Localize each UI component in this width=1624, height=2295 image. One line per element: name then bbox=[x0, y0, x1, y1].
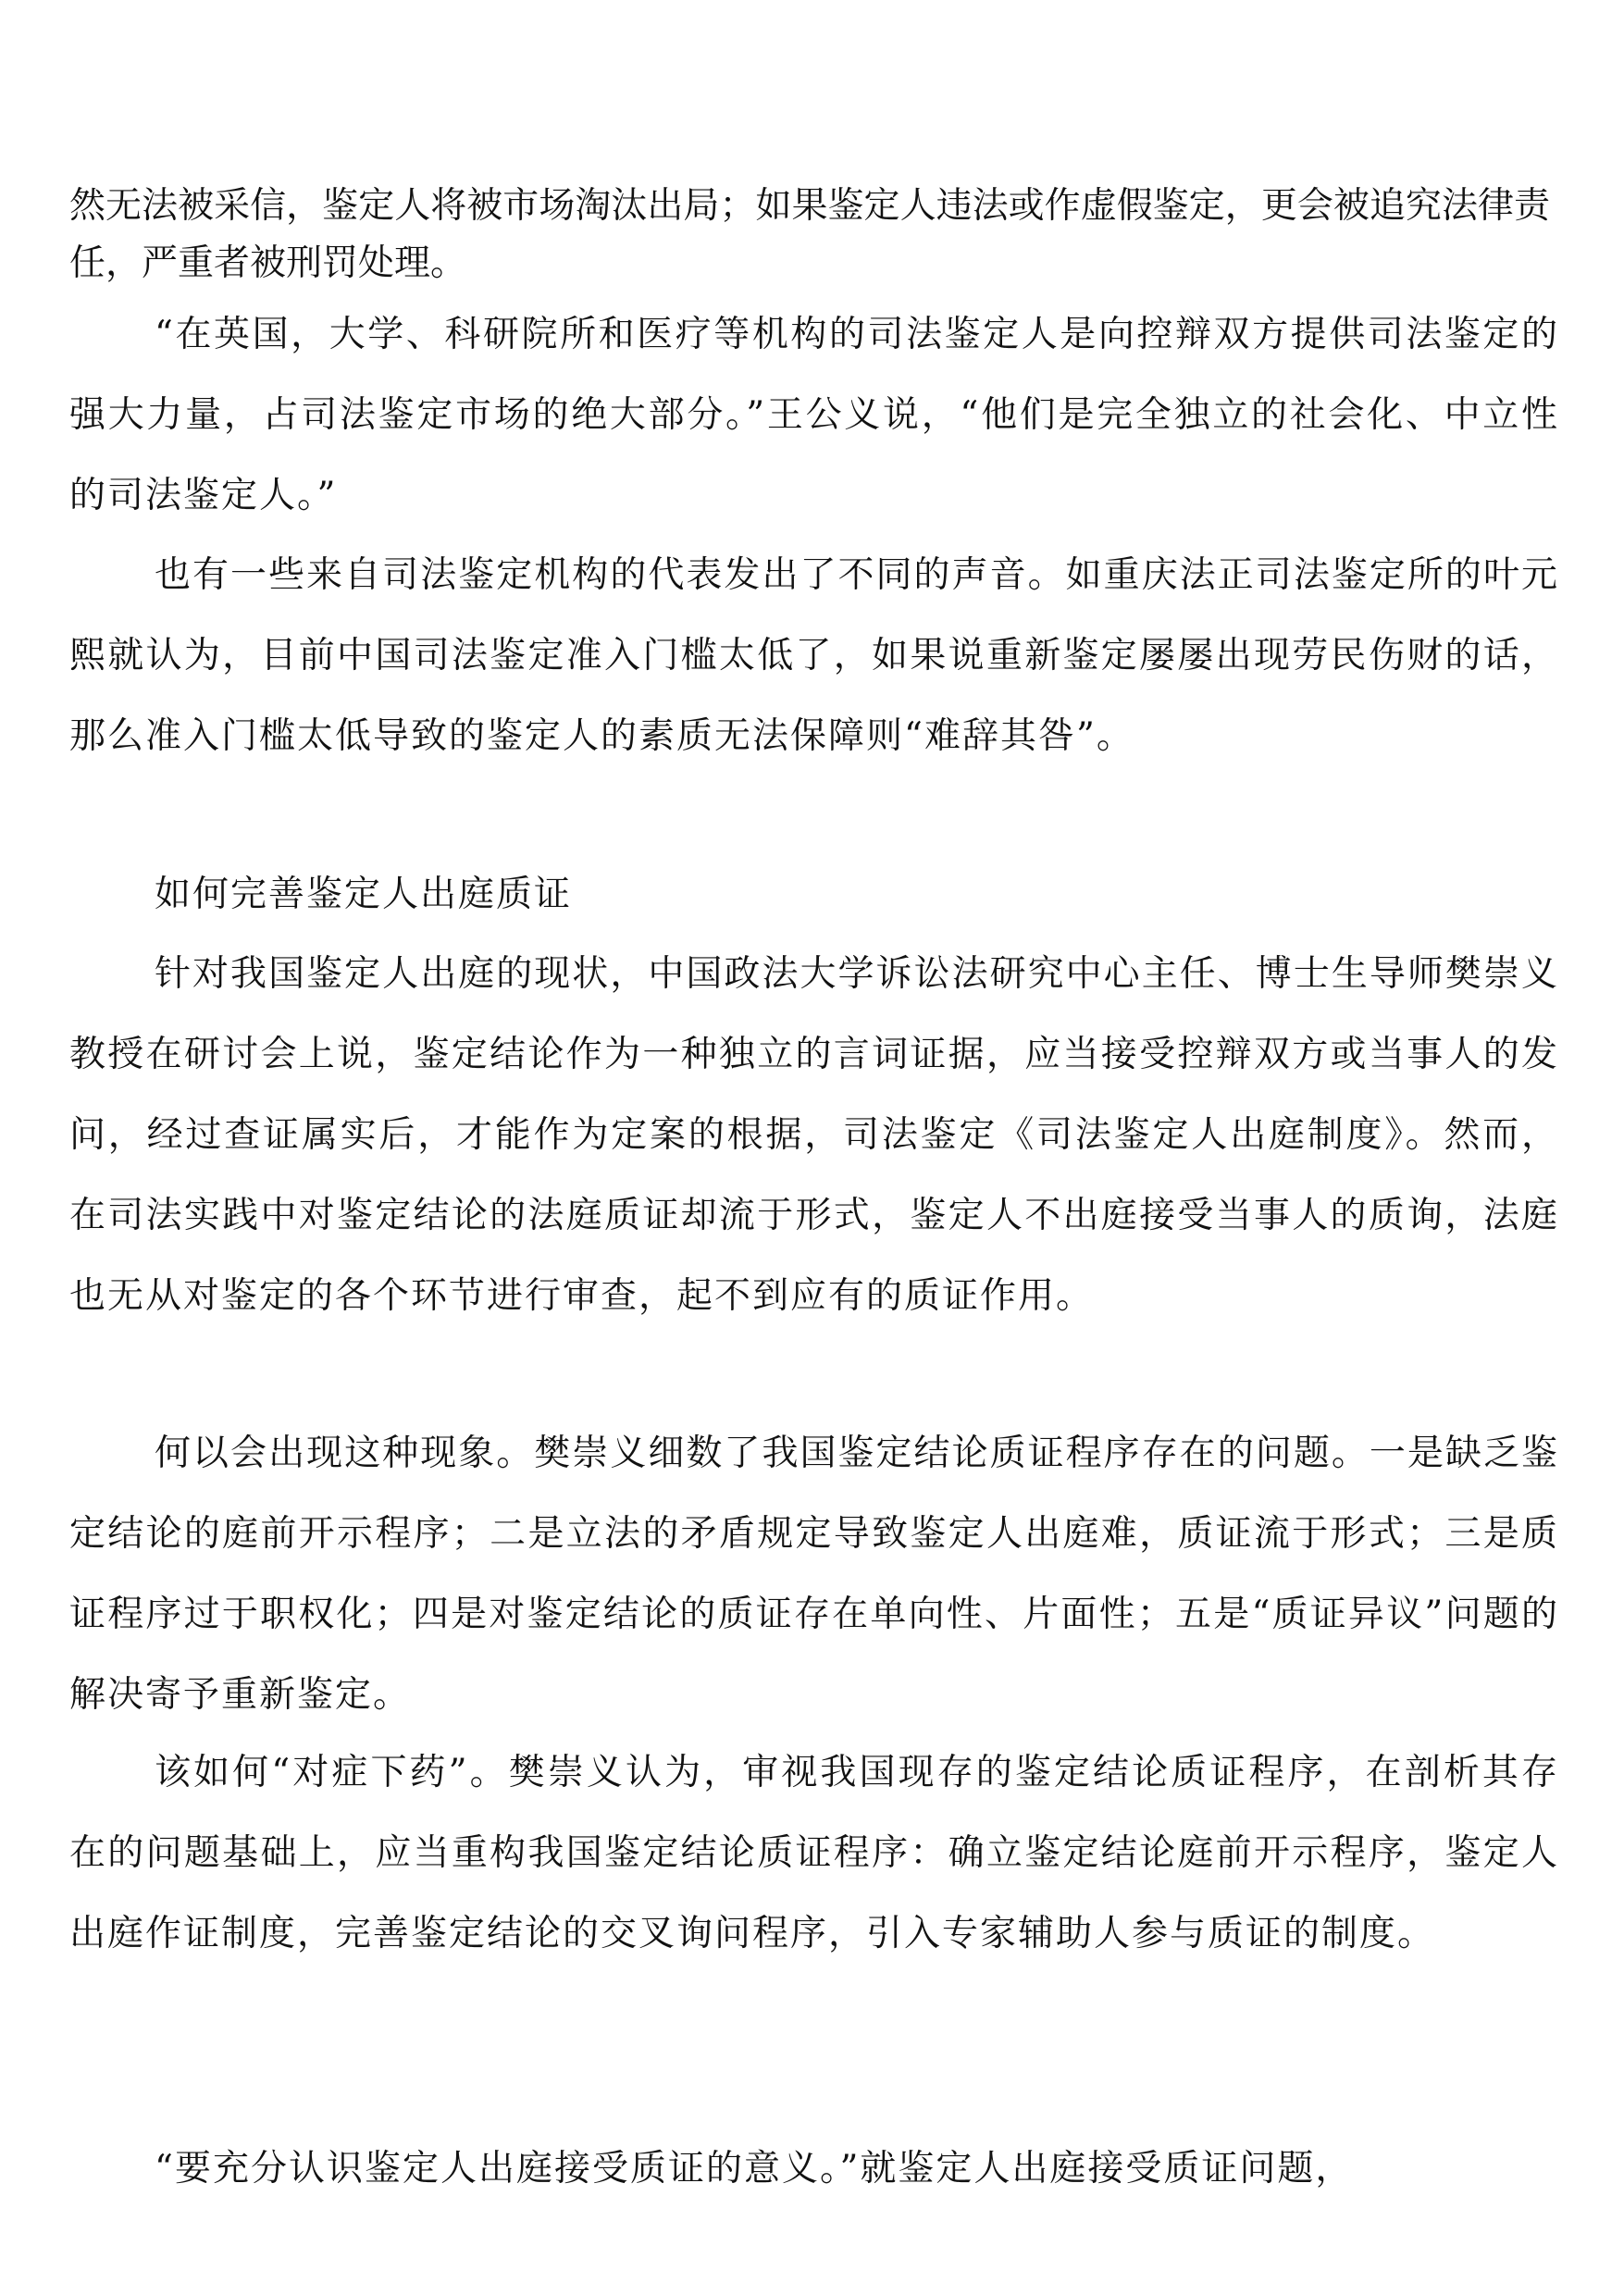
paragraph-uk-quote: “在英国，大学、科研院所和医疗等机构的司法鉴定人是向控辩双方提供司法鉴定的强大力量，占司法鉴定市场的绝大部分。”王公义说，“他们是完全独立的社会化、中立性的司法鉴定人。” bbox=[69, 314, 1559, 516]
paragraph-problems: 何以会出现这种现象。樊崇义细数了我国鉴定结论质证程序存在的问题。一是缺乏鉴定结论的庭前开示程序；二是立法的矛盾规定导致鉴定人出庭难，质证流于形式；三是质证程序过于职权化；四是对鉴定结论的质证存在单向性、片面性；五是“质证异议”问题的解决寄予重新鉴定。 bbox=[69, 1433, 1559, 1716]
section-heading: 如何完善鉴定人出庭质证 bbox=[155, 874, 573, 915]
paragraph-continuation: 然无法被采信，鉴定人将被市场淘汰出局；如果鉴定人违法或作虚假鉴定，更会被追究法律责任，严重者被刑罚处理。 bbox=[69, 185, 1550, 284]
paragraph-significance: “要充分认识鉴定人出庭接受质证的意义。”就鉴定人出庭接受质证问题， bbox=[155, 2148, 1354, 2190]
paragraph-dissent: 也有一些来自司法鉴定机构的代表发出了不同的声音。如重庆法正司法鉴定所的叶元熙就认为，目前中国司法鉴定准入门槛太低了，如果说重新鉴定屡屡出现劳民伤财的话，那么准入门槛太低导致的鉴定人的素质无法保障则“难辞其咎”。 bbox=[69, 554, 1559, 757]
paragraph-remedy: 该如何“对症下药”。樊崇义认为，审视我国现存的鉴定结论质证程序，在剖析其存在的问题基础上，应当重构我国鉴定结论质证程序：确立鉴定结论庭前开示程序，鉴定人出庭作证制度，完善鉴定结论的交叉询问程序，引入专家辅助人参与质证的制度。 bbox=[69, 1752, 1559, 1954]
paragraph-fan-chongyi: 针对我国鉴定人出庭的现状，中国政法大学诉讼法研究中心主任、博士生导师樊崇义教授在研讨会上说，鉴定结论作为一种独立的言词证据，应当接受控辩双方或当事人的发问，经过查证属实后，才能作为定案的根据，司法鉴定《司法鉴定人出庭制度》。然而，在司法实践中对鉴定结论的法庭质证却流于形式，鉴定人不出庭接受当事人的质询，法庭也无从对鉴定的各个环节进行审查，起不到应有的质证作用。 bbox=[69, 953, 1559, 1317]
